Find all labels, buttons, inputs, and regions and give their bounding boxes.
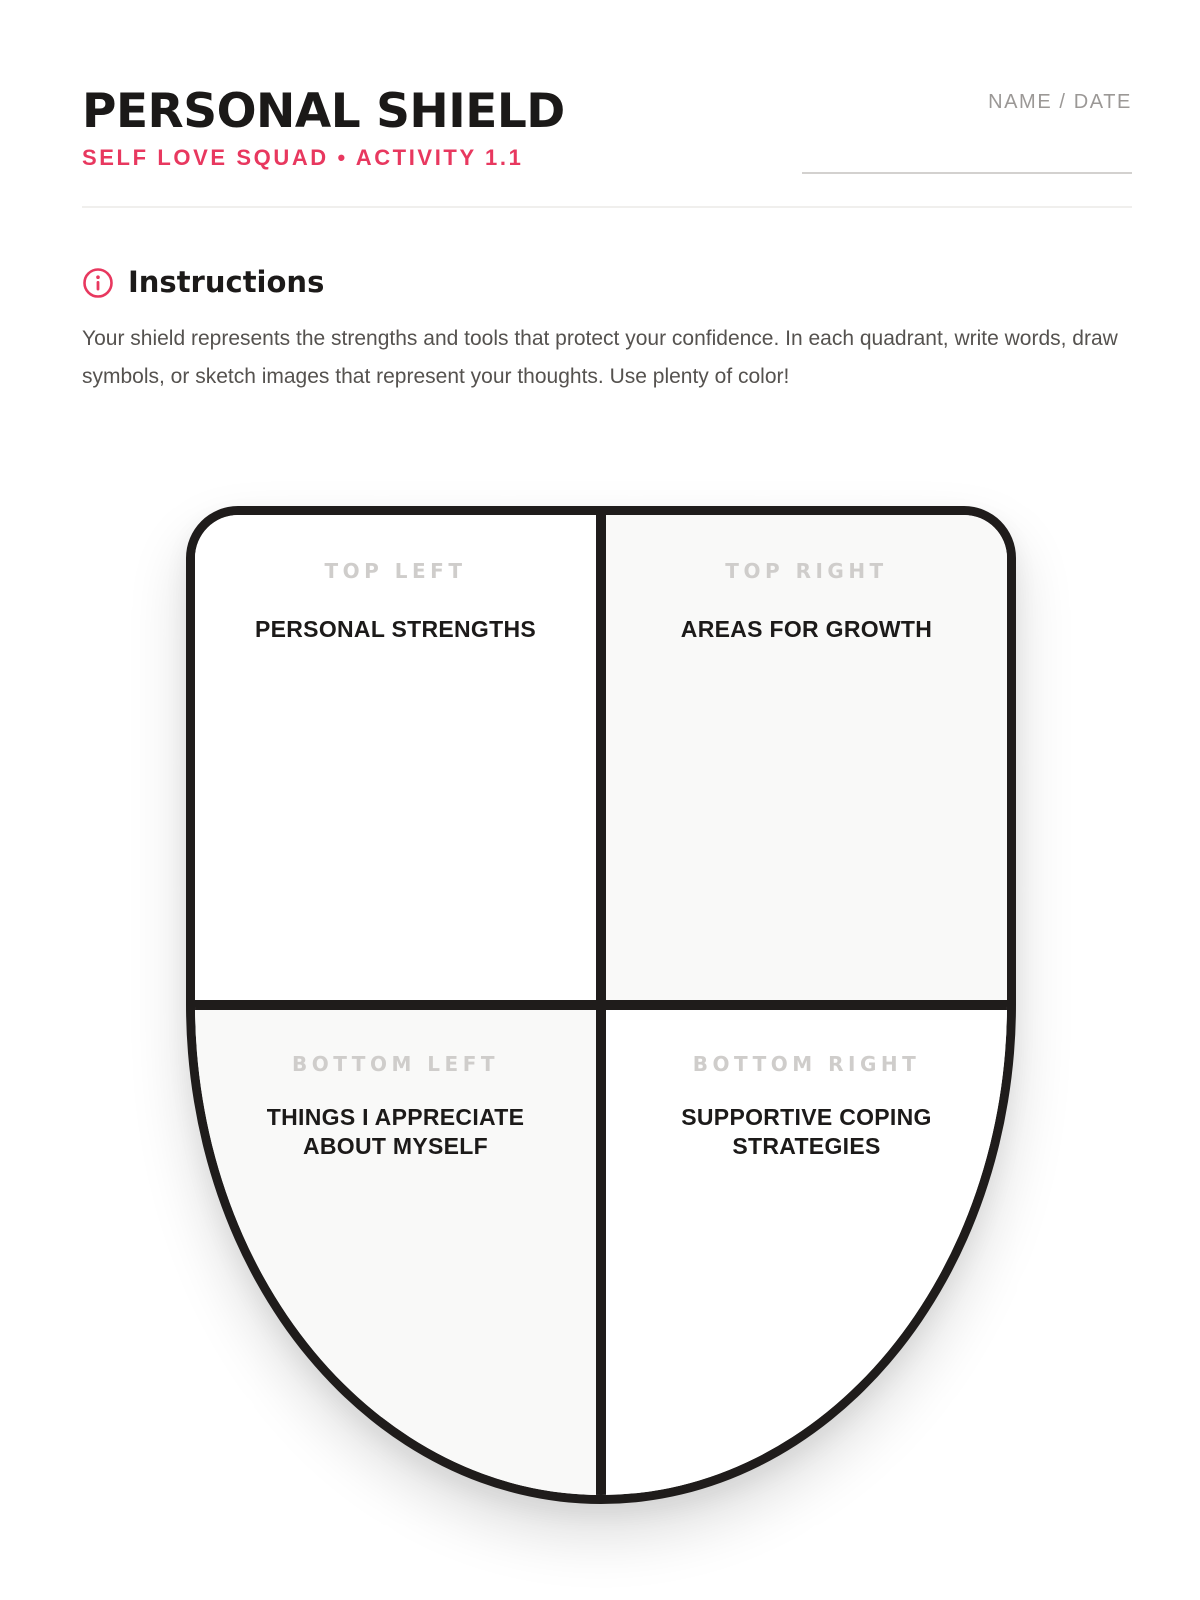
instructions-heading [82,258,1132,306]
quadrant-bottom-right[interactable] [601,1005,1007,1495]
info-icon [82,267,114,299]
quadrant-top-right[interactable] [601,515,1007,1005]
page-subtitle: SELF LOVE SQUAD • ACTIVITY 1.1 [82,145,524,170]
quadrant-title: THINGS I APPRECIATE ABOUT MYSELF [266,1104,525,1159]
name-date-label: NAME / DATE [988,91,1132,113]
personal-shield [186,506,1016,1504]
instructions-title: Instructions [128,265,325,299]
quadrant-title: AREAS FOR GROWTH [680,616,933,642]
worksheet-header [82,80,1132,208]
quadrant-position-label: BOTTOM RIGHT [692,1052,921,1076]
quadrant-position-label: BOTTOM LEFT [291,1052,500,1076]
quadrant-position-label: TOP RIGHT [725,559,888,583]
quadrant-bottom-left[interactable] [195,1005,601,1495]
quadrant-title: SUPPORTIVE COPING STRATEGIES [681,1104,932,1159]
instructions-section [82,258,1132,388]
quadrant-top-left[interactable] [195,515,601,1005]
quadrant-position-label: TOP LEFT [324,559,467,583]
instructions-text: Your shield represents the strengths and tools that protect your confidence. In each quadrant, write words, draw symbols, or sketch images that represent your thoughts. Use plenty of color! [82,327,1118,388]
name-date-field[interactable] [802,90,1132,174]
quadrant-title: PERSONAL STRENGTHS [254,616,536,642]
page-title: PERSONAL SHIELD [82,84,565,139]
